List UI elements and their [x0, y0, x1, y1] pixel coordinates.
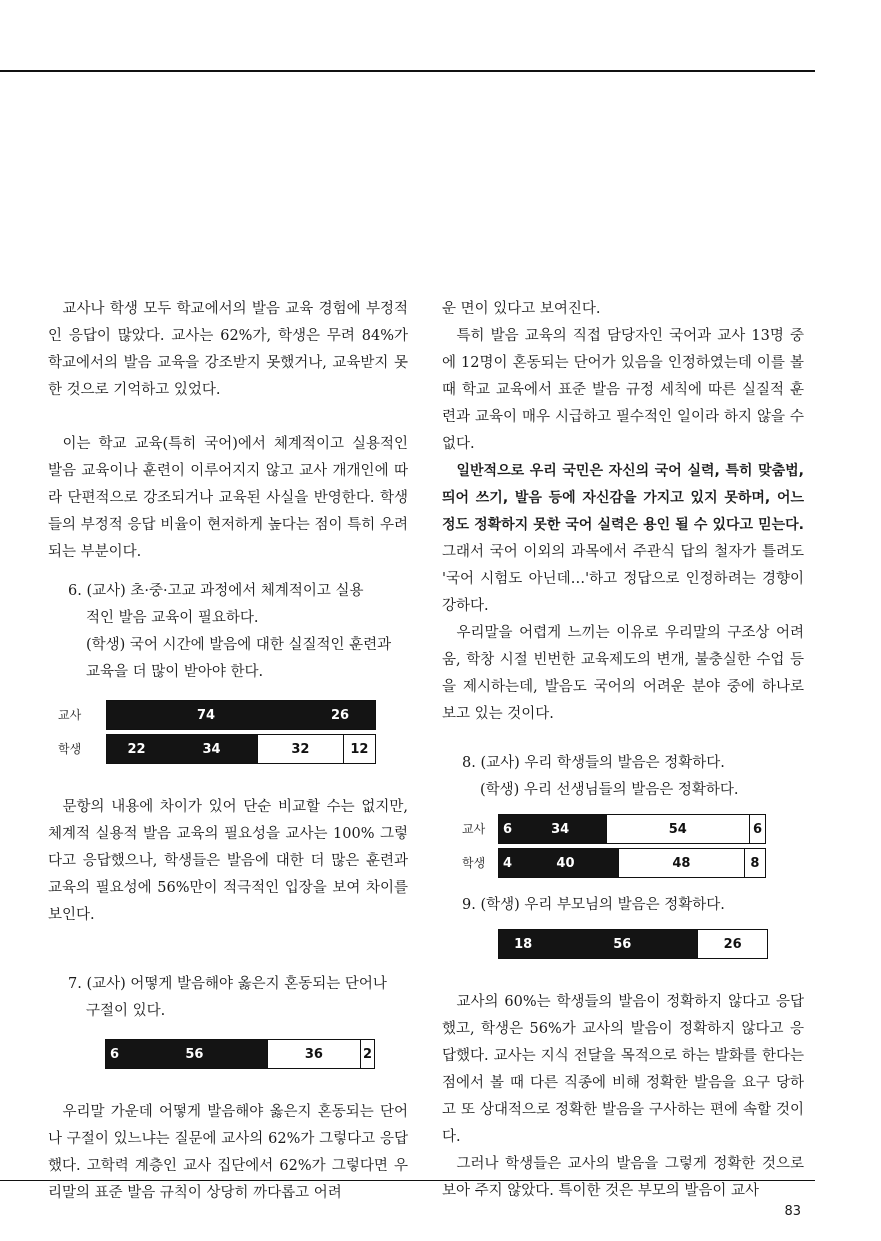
- chart-8-student-label: 학생: [462, 855, 486, 870]
- question-6-line-1: 6. (교사) 초·중·고교 과정에서 체계적이고 실용: [68, 583, 364, 599]
- chart-8-student-bar: [498, 848, 766, 878]
- right-column: [442, 296, 804, 1205]
- left-column: [48, 296, 408, 1207]
- chart-7-bar-segment: 36: [267, 1040, 360, 1068]
- chart-8-student-bar-segment: 4: [499, 849, 513, 877]
- question-7: [48, 971, 408, 1025]
- chart-9: [442, 929, 804, 959]
- chart-6-teacher-label: 교사: [58, 707, 82, 722]
- right-paragraph-5: 그러나 학생들은 교사의 발음을 그렇게 정확한 것으로 보아 주지 않았다. 특이한 것은 부모의 발음이 교사: [442, 1156, 804, 1199]
- right-paragraph-1: 특히 발음 교육의 직접 담당자인 국어과 교사 13명 중에 12명이 혼동되는 단어가 있음을 인정하였는데 이를 볼 때 학교 교육에서 표준 발음 규정 세칙에 따른 실질적 훈련과 교육이 매우 시급하고 필수적인 일이라 하지 않을 수 없다.: [442, 328, 804, 452]
- question-9-line-1: 9. (학생) 우리 부모님의 발음은 정확하다.: [462, 897, 725, 913]
- chart-7-bar-segment: 6: [106, 1040, 122, 1068]
- chart-6-student-bar-segment: 12: [343, 735, 375, 763]
- chart-6-student-bar: [106, 734, 376, 764]
- right-paragraph-0: 운 면이 있다고 보여진다.: [442, 301, 601, 317]
- question-6-line-2: 적인 발음 교육이 필요하다.: [86, 610, 259, 626]
- chart-8-student-bar-segment: 8: [744, 849, 765, 877]
- chart-9-bar-segment: 56: [547, 930, 697, 958]
- right-paragraph-3: 우리말을 어렵게 느끼는 이유로 우리말의 구조상 어려움, 학창 시절 빈번한 교육제도의 변개, 불충실한 수업 등을 제시하는데, 발음도 국어의 어려운 분야 중에 하나로 보고 있는 것이다.: [442, 625, 804, 722]
- chart-8-student-bar-segment: 40: [513, 849, 618, 877]
- chart-7-bar-segment: 2: [360, 1040, 374, 1068]
- chart-9-bar: [498, 929, 768, 959]
- right-paragraph-2: [442, 458, 804, 620]
- chart-9-row: [498, 929, 804, 959]
- chart-6-student-bar-segment: 34: [166, 735, 257, 763]
- chart-6-student-label: 학생: [58, 741, 82, 756]
- question-6: [48, 578, 408, 686]
- question-8-line-2: (학생) 우리 선생님들의 발음은 정확하다.: [480, 782, 739, 798]
- chart-6-student-row: [58, 734, 408, 764]
- right-paragraph-4: 교사의 60%는 학생들의 발음이 정확하지 않다고 응답했고, 학생은 56%가 교사의 발음이 정확하지 않다고 응답했다. 교사는 지식 전달을 목적으로 하는 발화를 한다는 점에서 볼 때 다른 직종에 비해 정확한 발음을 요구 당하고 또 상대적으로 정확한 발음을 구사하는 편에 속할 것이다.: [442, 994, 804, 1145]
- chart-6-student-bar-segment: 22: [107, 735, 166, 763]
- chart-7-row: [105, 1039, 408, 1069]
- question-9: [442, 892, 804, 919]
- left-paragraph-4: 우리말 가운데 어떻게 발음해야 옳은지 혼동되는 단어나 구절이 있느냐는 질문에 교사의 62%가 그렇다고 응답했다. 고학력 계층인 교사 집단에서 62%가 그렇다면 우리말의 표준 발음 규칙이 상당히 까다롭고 어려: [48, 1104, 408, 1201]
- question-8-line-1: 8. (교사) 우리 학생들의 발음은 정확하다.: [462, 755, 725, 771]
- chart-8-teacher-bar-segment: 6: [749, 815, 765, 843]
- chart-8-teacher-bar-segment: 54: [606, 815, 750, 843]
- chart-9-bar-segment: 18: [499, 930, 547, 958]
- chart-7: [48, 1039, 408, 1069]
- chart-8-teacher-bar-segment: 34: [515, 815, 606, 843]
- chart-7-bar-segment: 56: [122, 1040, 267, 1068]
- chart-6-teacher-bar-segment: 26: [305, 701, 375, 729]
- chart-8: [442, 814, 804, 878]
- chart-6-teacher-row: [58, 700, 408, 730]
- chart-7-bar: [105, 1039, 375, 1069]
- chart-8-teacher-row: [462, 814, 804, 844]
- page-number: 83: [784, 1204, 801, 1219]
- question-6-line-3: (학생) 국어 시간에 발음에 대한 실질적인 훈련과: [86, 637, 392, 653]
- chart-6: [48, 700, 408, 764]
- chart-8-teacher-bar: [498, 814, 766, 844]
- chart-9-bar-segment: 26: [697, 930, 767, 958]
- left-paragraph-1: 교사나 학생 모두 학교에서의 발음 교육 경험에 부정적인 응답이 많았다. 교사는 62%가, 학생은 무려 84%가 학교에서의 발음 교육을 강조받지 못했거나, 교육받지 못한 것으로 기억하고 있었다.: [48, 301, 408, 398]
- left-paragraph-3: 문항의 내용에 차이가 있어 단순 비교할 수는 없지만, 체계적 실용적 발음 교육의 필요성을 교사는 100% 그렇다고 응답했으나, 학생들은 발음에 대한 더 많은 훈련과 교육의 필요성에 56%만이 적극적인 입장을 보여 차이를 보인다.: [48, 799, 408, 923]
- bottom-rule: [0, 1180, 815, 1181]
- question-7-line-2: 구절이 있다.: [86, 1003, 166, 1019]
- question-6-line-4: 교육을 더 많이 받아야 한다.: [86, 664, 264, 680]
- right-paragraph-2-bold: 일반적으로 우리 국민은 자신의 국어 실력, 특히 맞춤법, 띄어 쓰기, 발음 등에 자신감을 가지고 있지 못하며, 어느 정도 정확하지 못한 국어 실력은 용인 될 수 있다고 믿는다.: [442, 463, 804, 533]
- left-paragraph-2: 이는 학교 교육(특히 국어)에서 체계적이고 실용적인 발음 교육이나 훈련이 이루어지지 않고 교사 개개인에 따라 단편적으로 강조되거나 교육된 사실을 반영한다. 학생들의 부정적 응답 비율이 현저하게 높다는 점이 특히 우려되는 부분이다.: [48, 436, 408, 560]
- chart-6-teacher-bar-segment: 74: [107, 701, 305, 729]
- top-rule: [0, 70, 815, 72]
- question-8: [442, 750, 804, 804]
- chart-6-student-bar-segment: 32: [257, 735, 343, 763]
- chart-8-teacher-bar-segment: 6: [499, 815, 515, 843]
- question-7-line-1: 7. (교사) 어떻게 발음해야 옳은지 혼동되는 단어나: [68, 976, 387, 992]
- right-paragraph-2-rest: 그래서 국어 이외의 과목에서 주관식 답의 철자가 틀려도 '국어 시험도 아닌데…'하고 정답으로 인정하려는 경향이 강하다.: [442, 544, 804, 614]
- chart-6-teacher-bar: [106, 700, 376, 730]
- chart-8-student-row: [462, 848, 804, 878]
- chart-8-teacher-label: 교사: [462, 821, 486, 836]
- chart-8-student-bar-segment: 48: [618, 849, 744, 877]
